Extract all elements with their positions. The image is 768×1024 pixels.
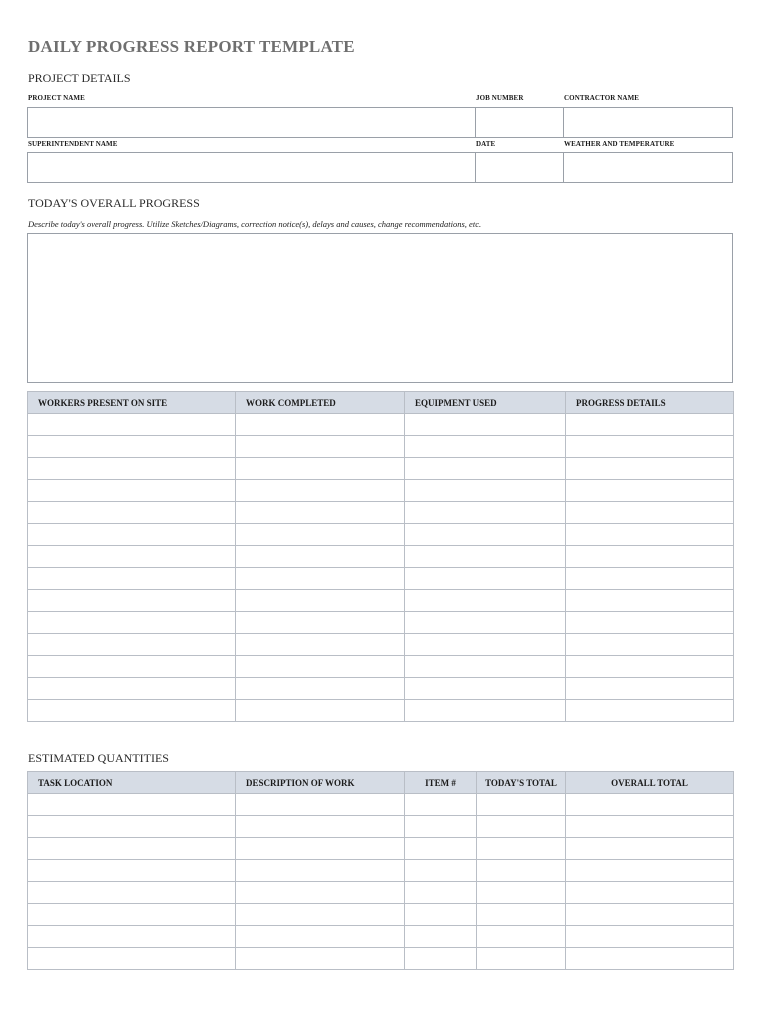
overall-progress-textarea[interactable] [27, 233, 733, 383]
table-cell[interactable] [566, 524, 734, 546]
table-cell[interactable] [566, 882, 734, 904]
table-cell[interactable] [405, 458, 566, 480]
table-cell[interactable] [236, 882, 405, 904]
table-cell[interactable] [566, 634, 734, 656]
table-cell[interactable] [405, 568, 566, 590]
table-cell[interactable] [566, 414, 734, 436]
table-cell[interactable] [28, 926, 236, 948]
weather-label: WEATHER AND TEMPERATURE [564, 140, 675, 148]
table-cell[interactable] [28, 414, 236, 436]
page-title: DAILY PROGRESS REPORT TEMPLATE [28, 37, 355, 56]
date-label: DATE [476, 140, 496, 148]
table-row [28, 458, 734, 480]
table-cell[interactable] [28, 612, 236, 634]
table-cell[interactable] [477, 948, 566, 970]
table-row [28, 524, 734, 546]
superintendent-name-field[interactable] [27, 152, 476, 183]
overall-total-header-cell: OVERALL TOTAL [566, 772, 734, 794]
date-field[interactable] [475, 152, 564, 183]
table-cell[interactable] [236, 794, 405, 816]
table-row [28, 678, 734, 700]
table-row [28, 860, 734, 882]
table-row [28, 700, 734, 722]
table-cell[interactable] [477, 816, 566, 838]
table-row [28, 568, 734, 590]
table-cell[interactable] [236, 568, 405, 590]
table-cell[interactable] [236, 838, 405, 860]
table-cell[interactable] [566, 904, 734, 926]
table-cell[interactable] [236, 502, 405, 524]
table-cell[interactable] [477, 794, 566, 816]
table-cell[interactable] [28, 904, 236, 926]
quantities-table-header-row [28, 772, 734, 794]
table-cell[interactable] [566, 436, 734, 458]
table-cell[interactable] [405, 656, 566, 678]
table-cell[interactable] [236, 612, 405, 634]
table-cell[interactable] [236, 948, 405, 970]
table-cell[interactable] [236, 546, 405, 568]
table-row [28, 590, 734, 612]
table-cell[interactable] [405, 816, 477, 838]
table-cell[interactable] [236, 436, 405, 458]
table-cell[interactable] [405, 524, 566, 546]
table-cell[interactable] [566, 794, 734, 816]
table-row [28, 436, 734, 458]
table-row [28, 480, 734, 502]
table-cell[interactable] [236, 656, 405, 678]
table-cell[interactable] [28, 458, 236, 480]
table-cell[interactable] [28, 882, 236, 904]
weather-field[interactable] [563, 152, 733, 183]
table-cell[interactable] [28, 480, 236, 502]
table-cell[interactable] [405, 838, 477, 860]
table-cell[interactable] [28, 436, 236, 458]
estimated-quantities-heading: ESTIMATED QUANTITIES [28, 751, 169, 765]
table-row [28, 414, 734, 436]
table-cell[interactable] [566, 926, 734, 948]
quantities-table [27, 771, 734, 970]
table-cell[interactable] [477, 904, 566, 926]
table-row [28, 634, 734, 656]
table-cell[interactable] [566, 502, 734, 524]
table-cell[interactable] [405, 678, 566, 700]
progress-details-header-cell: PROGRESS DETAILS [566, 392, 734, 414]
job-number-label: JOB NUMBER [476, 94, 524, 102]
table-cell[interactable] [236, 700, 405, 722]
table-cell[interactable] [28, 700, 236, 722]
table-cell[interactable] [28, 656, 236, 678]
table-cell[interactable] [236, 926, 405, 948]
item-number-header-cell: ITEM # [405, 772, 477, 794]
table-cell[interactable] [236, 414, 405, 436]
table-cell[interactable] [566, 838, 734, 860]
contractor-name-label: CONTRACTOR NAME [564, 94, 640, 102]
table-row [28, 546, 734, 568]
table-cell[interactable] [566, 480, 734, 502]
table-cell[interactable] [28, 568, 236, 590]
workers-table-body [28, 414, 734, 722]
table-cell[interactable] [236, 480, 405, 502]
table-cell[interactable] [236, 816, 405, 838]
table-cell[interactable] [28, 794, 236, 816]
todays-total-header-cell: TODAY'S TOTAL [477, 772, 566, 794]
table-cell[interactable] [405, 634, 566, 656]
table-cell[interactable] [405, 700, 566, 722]
contractor-name-field[interactable] [563, 107, 733, 138]
table-cell[interactable] [477, 926, 566, 948]
table-cell[interactable] [405, 436, 566, 458]
table-cell[interactable] [236, 590, 405, 612]
workers-table [27, 391, 734, 722]
project-name-label: PROJECT NAME [28, 94, 85, 102]
table-cell[interactable] [566, 678, 734, 700]
table-cell[interactable] [405, 546, 566, 568]
overall-progress-description: Describe today's overall progress. Utilize Sketches/Diagrams, correction notice(s), delays and causes, change recommendations, etc. [28, 219, 482, 229]
workers-header-cell: WORKERS PRESENT ON SITE [28, 392, 236, 414]
table-cell[interactable] [28, 948, 236, 970]
table-cell[interactable] [566, 458, 734, 480]
table-cell[interactable] [28, 502, 236, 524]
table-cell[interactable] [405, 590, 566, 612]
table-cell[interactable] [405, 502, 566, 524]
table-row [28, 926, 734, 948]
table-row [28, 904, 734, 926]
table-cell[interactable] [405, 882, 477, 904]
table-cell[interactable] [405, 926, 477, 948]
table-cell[interactable] [28, 546, 236, 568]
table-cell[interactable] [566, 816, 734, 838]
table-cell[interactable] [28, 838, 236, 860]
project-details-heading: PROJECT DETAILS [28, 71, 131, 85]
table-cell[interactable] [405, 480, 566, 502]
workers-table-header-row [28, 392, 734, 414]
table-cell[interactable] [566, 656, 734, 678]
table-cell[interactable] [28, 816, 236, 838]
table-cell[interactable] [28, 678, 236, 700]
job-number-field[interactable] [475, 107, 564, 138]
project-name-field[interactable] [27, 107, 476, 138]
table-cell[interactable] [405, 860, 477, 882]
table-cell[interactable] [28, 590, 236, 612]
table-cell[interactable] [236, 860, 405, 882]
table-cell[interactable] [28, 524, 236, 546]
table-row [28, 816, 734, 838]
table-cell[interactable] [28, 860, 236, 882]
table-row [28, 948, 734, 970]
table-cell[interactable] [477, 882, 566, 904]
table-cell[interactable] [566, 612, 734, 634]
table-cell[interactable] [236, 634, 405, 656]
table-cell[interactable] [566, 948, 734, 970]
table-row [28, 612, 734, 634]
table-cell[interactable] [405, 612, 566, 634]
table-cell[interactable] [28, 634, 236, 656]
table-cell[interactable] [566, 860, 734, 882]
table-cell[interactable] [477, 860, 566, 882]
overall-progress-heading: TODAY'S OVERALL PROGRESS [28, 196, 200, 210]
table-cell[interactable] [236, 678, 405, 700]
table-cell[interactable] [405, 414, 566, 436]
table-cell[interactable] [405, 948, 477, 970]
task-location-header-cell: TASK LOCATION [28, 772, 236, 794]
table-cell[interactable] [566, 700, 734, 722]
description-of-work-header-cell: DESCRIPTION OF WORK [236, 772, 405, 794]
table-cell[interactable] [566, 546, 734, 568]
table-row [28, 838, 734, 860]
table-cell[interactable] [566, 568, 734, 590]
table-cell[interactable] [405, 794, 477, 816]
table-cell[interactable] [566, 590, 734, 612]
table-row [28, 502, 734, 524]
quantities-table-body [28, 794, 734, 970]
table-row [28, 882, 734, 904]
table-cell[interactable] [236, 524, 405, 546]
work-completed-header-cell: WORK COMPLETED [236, 392, 405, 414]
table-cell[interactable] [405, 904, 477, 926]
table-cell[interactable] [236, 458, 405, 480]
table-row [28, 794, 734, 816]
equipment-used-header-cell: EQUIPMENT USED [405, 392, 566, 414]
table-cell[interactable] [236, 904, 405, 926]
table-row [28, 656, 734, 678]
superintendent-name-label: SUPERINTENDENT NAME [28, 140, 118, 148]
table-cell[interactable] [477, 838, 566, 860]
